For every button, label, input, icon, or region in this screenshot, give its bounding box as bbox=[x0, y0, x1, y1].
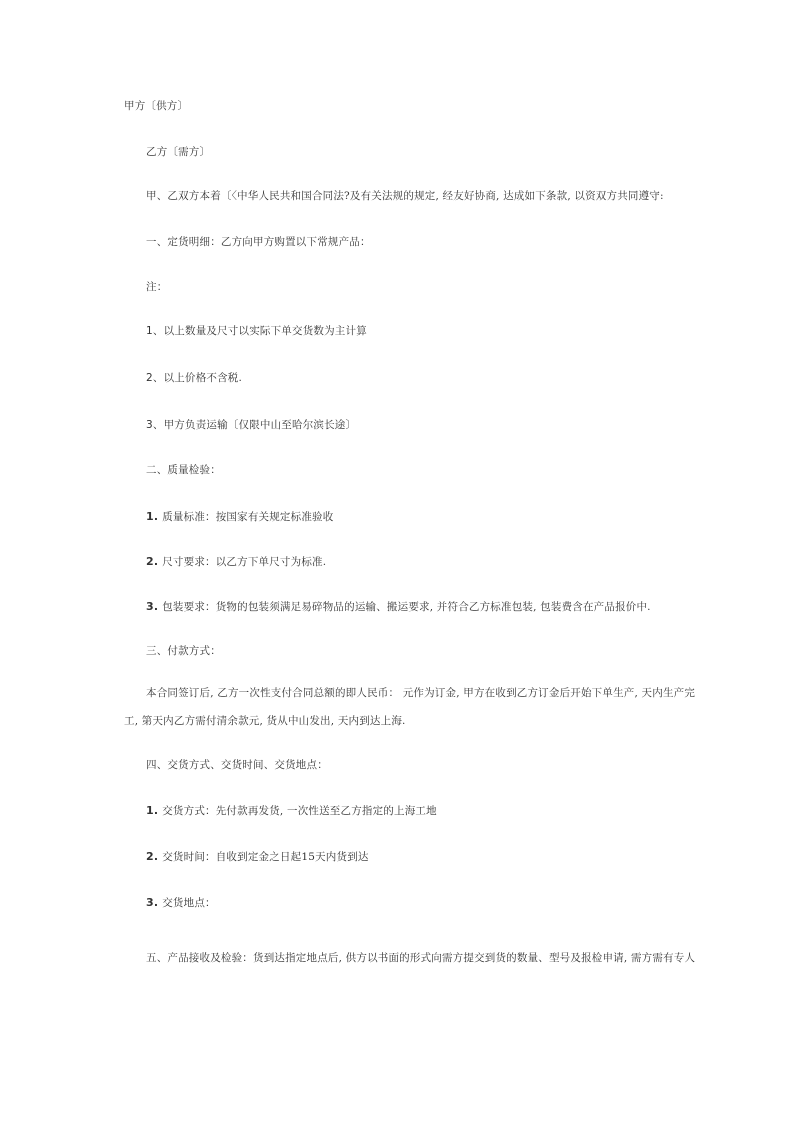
section1-item-2 bbox=[146, 371, 242, 385]
item-text: 质量标准：按国家有关规定标准验收 bbox=[162, 511, 334, 523]
item-number: 3. bbox=[146, 600, 159, 613]
section4-title: 四、交货方式、交货时间、交货地点： bbox=[146, 759, 328, 771]
note-label: 注： bbox=[146, 281, 168, 293]
item-number: 1. bbox=[146, 510, 159, 523]
section5-paragraph: 五、产品接收及检验：货到达指定地点后, 供方以书面的形式向需方提交到货的数量、型号及报检申请, 需方需有专人 bbox=[146, 952, 696, 964]
section2-title: 二、质量检验： bbox=[146, 464, 221, 476]
item-number: 1、 bbox=[146, 325, 164, 337]
item-text: 交货时间：自收到定金之日起15天内货到达 bbox=[162, 851, 369, 863]
section3-paragraph-line2: 工, 第天内乙方需付清余款元, 货从中山发出, 天内到达上海. bbox=[124, 715, 406, 727]
item-number: 2. bbox=[146, 850, 159, 863]
item-number: 3. bbox=[146, 896, 159, 909]
party-a-label: 甲方〔供方〕 bbox=[124, 100, 189, 112]
item-number: 2. bbox=[146, 555, 159, 568]
party-b-label: 乙方〔需方〕 bbox=[146, 146, 211, 158]
section1-item-1 bbox=[146, 324, 367, 338]
item-number: 3、 bbox=[146, 419, 164, 431]
section2-item-2 bbox=[146, 555, 326, 569]
section4-item-3 bbox=[146, 896, 216, 910]
intro-paragraph: 甲、乙双方本着〔〈中华人民共和国合同法?及有关法规的规定, 经友好协商, 达成如下条款, 以资双方共同遵守: bbox=[146, 190, 664, 202]
item-text: 甲方负责运输〔仅限中山至哈尔滨长途〕 bbox=[163, 419, 357, 431]
item-text: 交货方式：先付款再发货, 一次性送至乙方指定的上海工地 bbox=[162, 805, 437, 817]
item-number: 2、 bbox=[146, 372, 164, 384]
section2-item-1 bbox=[146, 510, 333, 524]
item-number: 1. bbox=[146, 804, 159, 817]
item-text: 包装要求：货物的包装须满足易碎物品的运输、搬运要求, 并符合乙方标准包装, 包装费含在产品报价中. bbox=[162, 601, 651, 613]
section3-title: 三、付款方式： bbox=[146, 645, 221, 657]
section1-item-3 bbox=[146, 418, 356, 432]
section2-item-3 bbox=[146, 600, 651, 614]
item-text: 以上价格不含税. bbox=[163, 372, 243, 384]
item-text: 尺寸要求：以乙方下单尺寸为标准. bbox=[162, 556, 327, 568]
section4-item-1 bbox=[146, 804, 437, 818]
section4-item-2 bbox=[146, 850, 369, 864]
item-text: 交货地点： bbox=[162, 897, 216, 909]
item-text: 以上数量及尺寸以实际下单交货数为主计算 bbox=[163, 325, 367, 337]
section3-paragraph-line1: 本合同签订后, 乙方一次性支付合同总额的即人民币： 元作为订金, 甲方在收到乙方订金后开始下单生产, 天内生产完 bbox=[146, 687, 696, 699]
section1-title: 一、定货明细：乙方向甲方购置以下常规产品： bbox=[146, 236, 371, 248]
